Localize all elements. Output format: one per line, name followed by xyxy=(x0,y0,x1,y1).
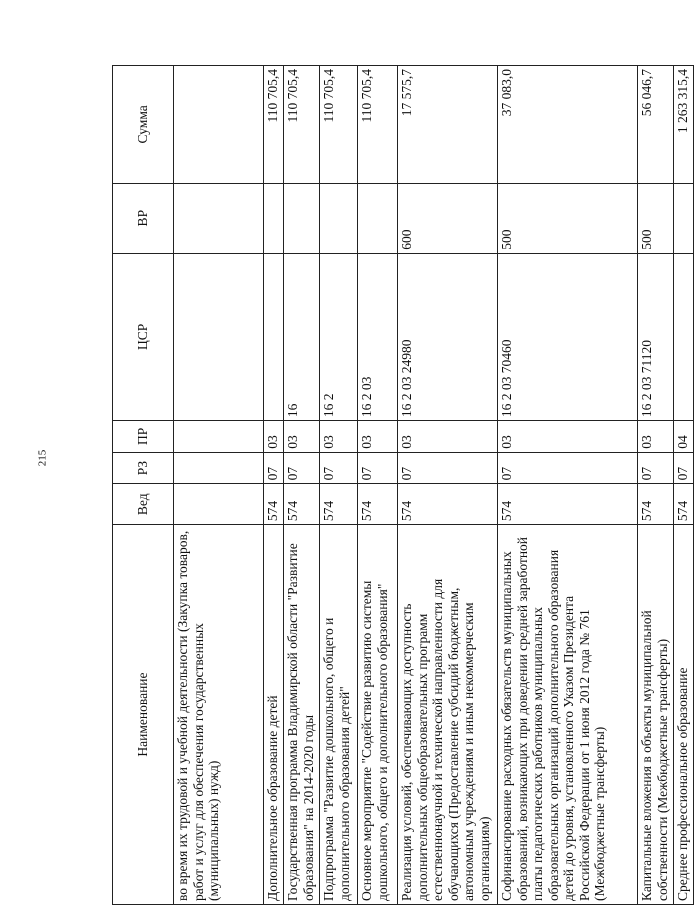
cell-vr xyxy=(174,183,264,253)
cell-pr xyxy=(174,421,264,453)
cell-vr xyxy=(674,183,694,253)
cell-rz: 07 xyxy=(498,452,638,484)
cell-rz: 07 xyxy=(358,452,398,484)
header-vr: ВР xyxy=(113,183,174,253)
cell-sum: 110 705,4 xyxy=(264,66,284,184)
cell-vr xyxy=(320,183,358,253)
cell-sum: 56 046,7 xyxy=(638,66,674,184)
cell-rz: 07 xyxy=(320,452,358,484)
cell-ved xyxy=(174,484,264,525)
cell-name: Софинансирование расходных обязательств муниципальных образований, возникающих при доведении средней заработной платы педагогических работников муниципальных образовательных организаций дополнительного образования детей до уровня, установленного Указом Президента Российской Федерации от 1 июня 2012 года № 761 (Межбюджетные трансферты) xyxy=(498,525,638,905)
cell-csr: 16 2 03 70460 xyxy=(498,253,638,420)
table-row xyxy=(264,66,284,905)
cell-sum: 110 705,4 xyxy=(284,66,320,184)
cell-rz: 07 xyxy=(284,452,320,484)
cell-vr: 500 xyxy=(638,183,674,253)
cell-name: Капитальные вложения в объекты муниципальной собственности (Межбюджетные трансферты) xyxy=(638,525,674,905)
cell-csr xyxy=(174,253,264,420)
table-row xyxy=(674,66,694,905)
cell-rz: 07 xyxy=(264,452,284,484)
table-header-row xyxy=(113,66,174,905)
table-row xyxy=(320,66,358,905)
cell-name: Подпрограмма "Развитие дошкольного, общего и дополнительного образования детей" xyxy=(320,525,358,905)
cell-vr xyxy=(284,183,320,253)
cell-sum: 1 263 315,4 xyxy=(674,66,694,184)
cell-pr: 03 xyxy=(284,421,320,453)
cell-ved: 574 xyxy=(498,484,638,525)
cell-vr: 600 xyxy=(398,183,498,253)
cell-pr: 03 xyxy=(264,421,284,453)
cell-name: Среднее профессиональное образование xyxy=(674,525,694,905)
cell-vr xyxy=(358,183,398,253)
cell-vr xyxy=(264,183,284,253)
cell-pr: 03 xyxy=(358,421,398,453)
cell-rz: 07 xyxy=(638,452,674,484)
cell-sum: 17 575,7 xyxy=(398,66,498,184)
cell-name: Государственная программа Владимирской области "Развитие образования" на 2014-2020 годы xyxy=(284,525,320,905)
cell-pr: 03 xyxy=(498,421,638,453)
cell-sum: 110 705,4 xyxy=(320,66,358,184)
cell-sum xyxy=(174,66,264,184)
header-csr: ЦСР xyxy=(113,253,174,420)
cell-ved: 574 xyxy=(638,484,674,525)
cell-ved: 574 xyxy=(398,484,498,525)
table-row xyxy=(284,66,320,905)
cell-pr: 03 xyxy=(398,421,498,453)
cell-vr: 500 xyxy=(498,183,638,253)
cell-name: Основное мероприятие "Содействие развитию системы дошкольного, общего и дополнительного образования" xyxy=(358,525,398,905)
cell-csr xyxy=(674,253,694,420)
cell-ved: 574 xyxy=(264,484,284,525)
cell-name: Реализация условий, обеспечивающих доступность дополнительных общеобразовательных программ естественнонаучной и технической направленности для обучающихся (Предоставление субсидий бюджетным, автономным учреждениям и иным некоммерческим организациям) xyxy=(398,525,498,905)
cell-csr: 16 2 03 24980 xyxy=(398,253,498,420)
table-row xyxy=(358,66,398,905)
header-pr: ПР xyxy=(113,421,174,453)
header-ved: Вед xyxy=(113,484,174,525)
cell-ved: 574 xyxy=(284,484,320,525)
cell-pr: 03 xyxy=(320,421,358,453)
page-number: 215 xyxy=(36,449,49,467)
budget-table xyxy=(112,65,694,905)
cell-name: Дополнительное образование детей xyxy=(264,525,284,905)
table-row xyxy=(398,66,498,905)
table-row xyxy=(498,66,638,905)
budget-table-container xyxy=(112,65,690,905)
cell-ved: 574 xyxy=(320,484,358,525)
cell-rz: 07 xyxy=(398,452,498,484)
table-row xyxy=(638,66,674,905)
cell-rz: 07 xyxy=(674,452,694,484)
cell-ved: 574 xyxy=(358,484,398,525)
cell-csr: 16 2 03 71120 xyxy=(638,253,674,420)
cell-pr: 03 xyxy=(638,421,674,453)
cell-pr: 04 xyxy=(674,421,694,453)
cell-sum: 37 083,0 xyxy=(498,66,638,184)
cell-sum: 110 705,4 xyxy=(358,66,398,184)
cell-rz xyxy=(174,452,264,484)
cell-ved: 574 xyxy=(674,484,694,525)
cell-csr: 16 2 03 xyxy=(358,253,398,420)
header-name: Наименование xyxy=(113,525,174,905)
header-sum: Сумма xyxy=(113,66,174,184)
cell-name: во время их трудовой и учебной деятельности (Закупка товаров, работ и услуг для обеспечения государственных (муниципальных) нужд) xyxy=(174,525,264,905)
table-row xyxy=(174,66,264,905)
cell-csr xyxy=(264,253,284,420)
header-rz: РЗ xyxy=(113,452,174,484)
cell-csr: 16 xyxy=(284,253,320,420)
cell-csr: 16 2 xyxy=(320,253,358,420)
